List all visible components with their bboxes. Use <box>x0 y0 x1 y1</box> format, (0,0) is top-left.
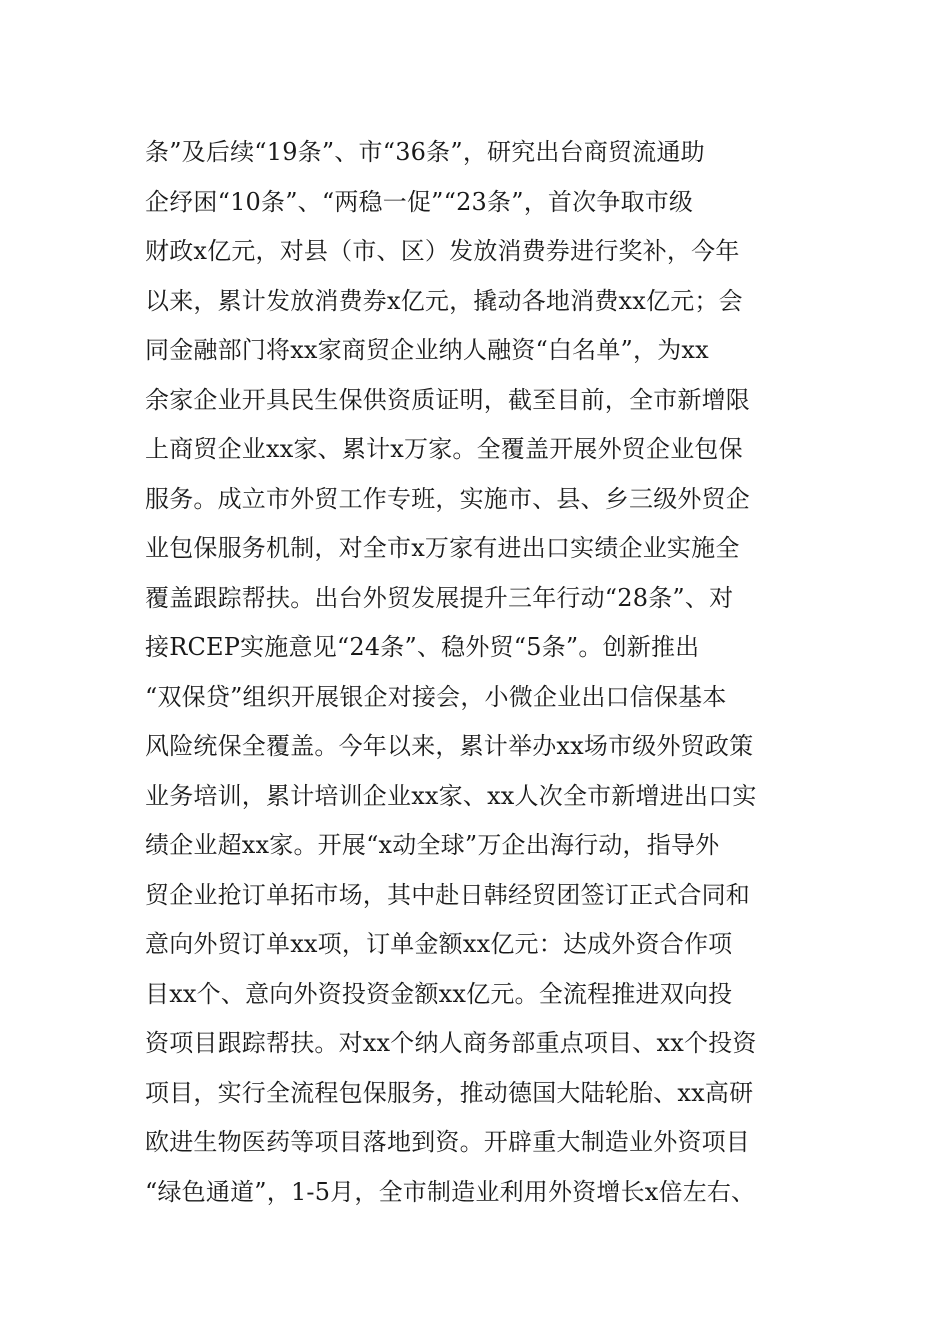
text-line: 目xx个、意向外资投资金额xx亿元。全流程推进双向投 <box>145 979 733 1008</box>
text-line: “绿色通道”，1-5月，全市制造业利用外资增长x倍左右、 <box>145 1177 756 1206</box>
body-paragraph <box>145 128 825 1217</box>
text-line: 接RCEP实施意见“24条”、稳外贸“5条”。创新推出 <box>145 633 700 661</box>
text-line: 财政x亿元，对县（市、区）发放消费券进行奖补，今年 <box>145 237 740 265</box>
text-line: 服务。成立市外贸工作专班，实施市、县、乡三级外贸企 <box>145 484 750 513</box>
text-line: 上商贸企业xx家、累计x万家。全覆盖开展外贸企业包保 <box>145 435 743 463</box>
text-line: 业包保服务机制，对全市x万家有进出口实绩企业实施全 <box>145 534 740 562</box>
text-line: 绩企业超xx家。开展“x动全球”万企出海行动，指导外 <box>145 831 720 859</box>
text-line: 欧进生物医药等项目落地到资。开辟重大制造业外资项目 <box>145 1128 750 1156</box>
text-line: 意向外贸订单xx项，订单金额xx亿元：达成外资合作项 <box>145 930 733 958</box>
text-line: 以来，累计发放消费券x亿元，撬动各地消费xx亿元；会 <box>145 286 743 315</box>
text-line: 业务培训，累计培训企业xx家、xx人次全市新增进出口实 <box>145 781 757 810</box>
text-line: 项目，实行全流程包保服务，推动德国大陆轮胎、xx高研 <box>145 1078 754 1107</box>
text-line: 风险统保全覆盖。今年以来，累计举办xx场市级外贸政策 <box>145 732 754 760</box>
text-line: 同金融部门将xx家商贸企业纳人融资“白名单”，为xx <box>145 336 709 364</box>
text-line: “双保贷”组织开展银企对接会，小微企业出口信保基本 <box>145 682 727 711</box>
text-line: 覆盖跟踪帮扶。出台外贸发展提升三年行动“28条”、对 <box>145 583 734 612</box>
text-line: 条”及后续“19条”、市“36条”，研究出台商贸流通助 <box>145 138 705 166</box>
text-line: 贸企业抢订单拓市场，其中赴日韩经贸团签订正式合同和 <box>145 880 750 909</box>
text-line: 企纾困“10条”、“两稳一促”“23条”，首次争取市级 <box>145 187 694 216</box>
text-line: 余家企业开具民生保供资质证明，截至目前，全市新增限 <box>145 385 750 414</box>
text-line: 资项目跟踪帮扶。对xx个纳人商务部重点项目、xx个投资 <box>145 1029 757 1057</box>
